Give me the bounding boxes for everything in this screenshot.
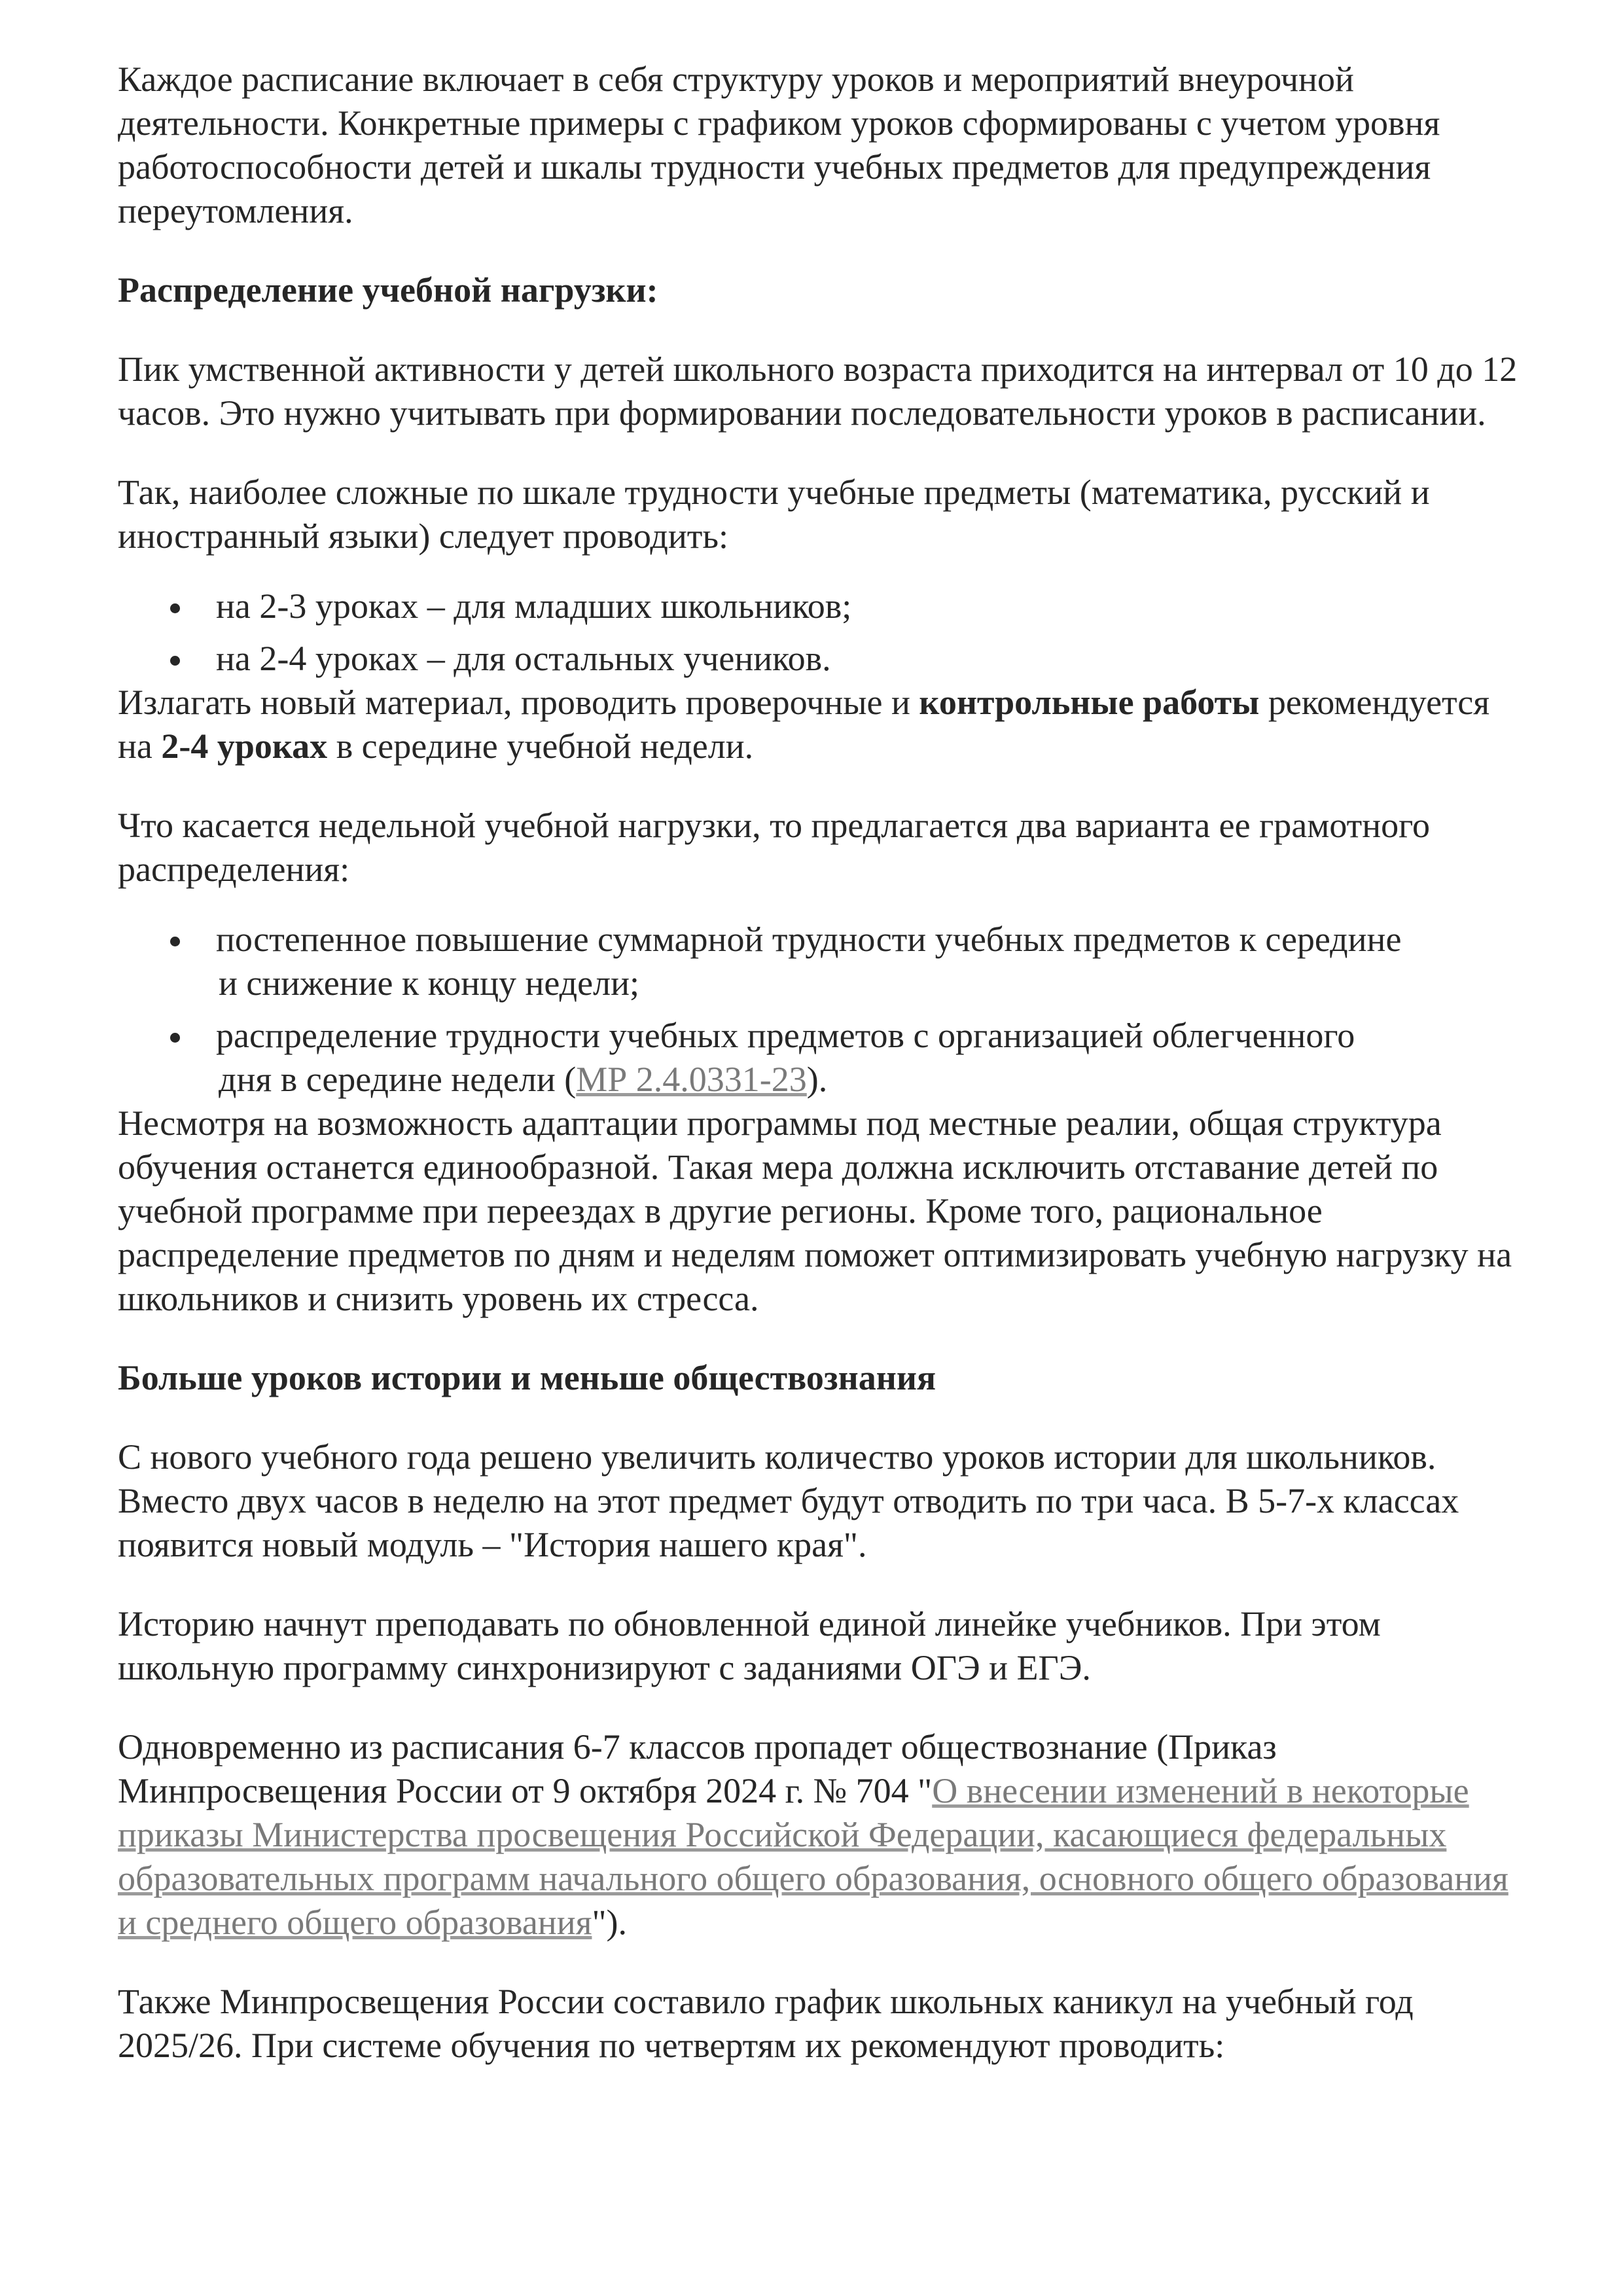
document-page [118, 58, 1531, 2103]
paragraph-intro: Каждое расписание включает в себя структуру уроков и мероприятий внеурочной деятельности. Конкретные примеры с графиком уроков сформированы с учетом уровня работоспособности детей и шкалы трудности учебных предметов для предупреждения переутомления. [118, 60, 1440, 230]
bullet-icon [170, 937, 180, 946]
paragraph-peak-activity: Пик умственной активности у детей школьного возраста приходится на интервал от 10 до 12 часов. Это нужно учитывать при формировании последовательности уроков в расписании. [118, 350, 1518, 433]
paragraph-hard-subjects: Так, наиболее сложные по шкале трудности учебные предметы (математика, русский и иностранный языки) следует проводить: [118, 473, 1430, 556]
list-item: распределение трудности учебных предметов с организацией облегченного дня в середине недели (МР 2.4.0331-23). [118, 1014, 1531, 1102]
bullet-icon [170, 1033, 180, 1043]
paragraph-weekly-load: Что касается недельной учебной нагрузки, то предлагается два варианта ее грамотного распределения: [118, 806, 1430, 889]
paragraph-uniform-structure: Несмотря на возможность адаптации программы под местные реалии, общая структура обучения останется единообразной. Такая мера должна исключить отставание детей по учебной программе при переездах в другие регионы. Кроме того, рациональное распределение предметов по дням и неделям поможет оптимизировать учебную нагрузку на школьников и снизить уровень их стресса. [118, 1103, 1512, 1318]
weekly-load-options-list [118, 918, 1531, 1102]
paragraph-history-textbooks: Историю начнут преподавать по обновленной единой линейке учебников. При этом школьную программу синхронизируют с заданиями ОГЭ и ЕГЭ. [118, 1604, 1381, 1687]
bullet-icon [170, 603, 180, 613]
mr-document-link[interactable]: МР 2.4.0331-23 [576, 1060, 807, 1099]
lesson-slots-list [118, 584, 1531, 681]
heading-history-lessons: Больше уроков истории и меньше обществознания [118, 1358, 936, 1397]
order-704-link[interactable]: О внесении изменений в некоторые приказы Министерства просвещения Российской Федерации, касающиеся федеральных образовательных программ начального общего образования, основного общего образования и среднего общего образования [118, 1771, 1508, 1942]
paragraph-history-hours: С нового учебного года решено увеличить количество уроков истории для школьников. Вместо двух часов в неделю на этот предмет будут отводить по три часа. В 5-7-х классах появится новый модуль – "История нашего края". [118, 1437, 1459, 1564]
bullet-icon [170, 656, 180, 666]
paragraph-new-material: Излагать новый материал, проводить проверочные и контрольные работы рекомендуется на 2-4 уроках в середине учебной недели. [118, 683, 1490, 766]
list-item: на 2-3 уроках – для младших школьников; [118, 584, 1531, 628]
paragraph-holidays: Также Минпросвещения России составило график школьных каникул на учебный год 2025/26. При системе обучения по четвертям их рекомендуют проводить: [118, 1982, 1414, 2065]
list-item: постепенное повышение суммарной трудности учебных предметов к середине и снижение к концу недели; [118, 918, 1531, 1005]
list-item: на 2-4 уроках – для остальных учеников. [118, 637, 1531, 681]
heading-load-distribution: Распределение учебной нагрузки: [118, 270, 658, 310]
paragraph-social-studies: Одновременно из расписания 6-7 классов пропадет обществознание (Приказ Минпросвещения России от 9 октября 2024 г. № 704 "О внесении изменений в некоторые приказы Министерства просвещения Российской Федерации, касающиеся федеральных образовательных программ начального общего образования, основного общего образования и среднего общего образования"). [118, 1727, 1508, 1942]
